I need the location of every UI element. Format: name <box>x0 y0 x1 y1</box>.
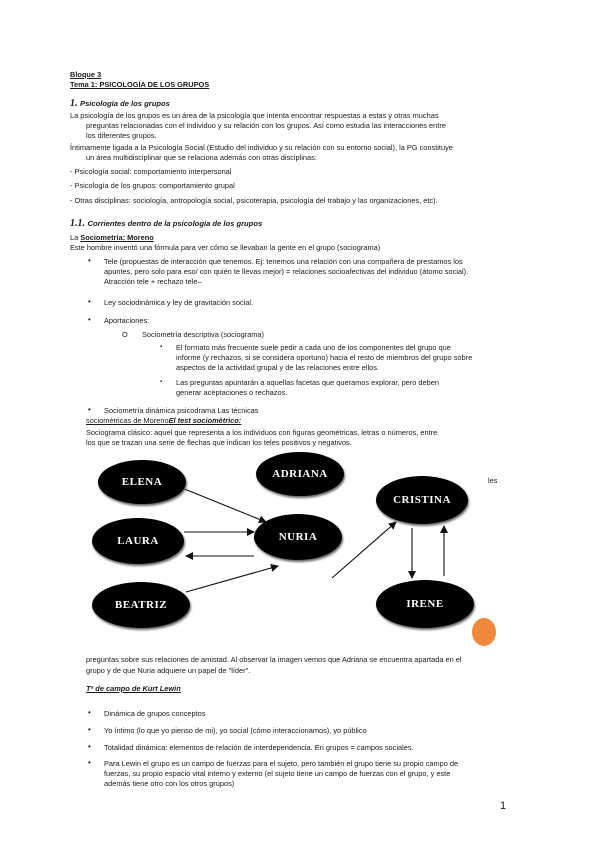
moreno-intro: Este hombre inventó una fórmula para ver cómo se llevaban la gente en el grupo (sociograma) <box>70 243 381 252</box>
stray-text: les <box>488 476 498 485</box>
sociograma-line2: los que se trazan una serie de flechas que indican los teles positivos y negativos. <box>86 438 352 447</box>
lewin-item: Yo íntimo (lo que yo pienso de mi), yo social (cómo interaccionamos), yo público <box>104 726 367 735</box>
section-1-number: 1. <box>70 98 78 109</box>
formato-line2: informe (y rechazos, si se considera oportuno) hacia el resto de miembros del grupo sobre <box>176 353 473 362</box>
bullet-dot: • <box>88 708 91 717</box>
aportaciones-label: Aportaciones: <box>104 316 150 325</box>
node-adriana: ADRIANA <box>256 452 344 496</box>
node-elena: ELENA <box>98 460 186 504</box>
para1-line1: La psicología de los grupos es un área de la psicología que intenta encontrar respuestas a estas y otras muchas <box>70 111 439 120</box>
arrow-elena-to-nuria <box>182 488 266 522</box>
block-label: Bloque 3 <box>70 70 102 79</box>
preguntas-line2: generar aceptaciones o rechazos. <box>176 388 288 397</box>
formato-line3: aspectos de la actividad grupal y de las relaciones entre ellos. <box>176 363 379 372</box>
arrow-nuria-to-cristina <box>332 522 396 578</box>
sociometria-moreno-link: Sociometría: Moreno <box>80 233 154 242</box>
lewin-item: Totalidad dinámica: elementos de relación de interdependencia. En grupos = campos sociales. <box>104 743 414 752</box>
section-1-1-title: Corrientes dentro de la psicología de los grupos <box>87 219 263 228</box>
lewin-item-line3: además tiene otro con los otros grupos) <box>104 779 235 788</box>
para2-line1: Íntimamente ligada a la Psicología Social (Estudio del individuo y su relación con su entorno social), la PG constituye <box>70 143 453 152</box>
section-1-1-number: 1.1. <box>70 218 85 229</box>
orange-decoration <box>472 618 496 646</box>
lewin-title: Tª de campo de Kurt Lewin <box>86 684 181 693</box>
arrow-beatriz-to-nuria <box>186 566 278 592</box>
sociometria-descriptiva: Sociometría descriptiva (sociograma) <box>142 330 264 339</box>
node-beatriz: BEATRIZ <box>92 582 190 628</box>
discipline-item: - Psicología social: comportamiento interpersonal <box>70 167 232 176</box>
node-cristina: CRISTINA <box>376 476 468 524</box>
test-sociometrico-heading: sociométricas de MorenoEl test sociométrico: <box>86 416 242 425</box>
bullet-dot: • <box>88 742 91 751</box>
page-number: 1 <box>500 800 507 812</box>
lewin-item-line2: fuerzas, su propio espacio vital interno y externo (el sujeto tiene un campo de fuerzas con el grupo, y este <box>104 769 451 778</box>
sociograma-line1: Sociograma clásico: aquel que representa a los individuos con figuras geométricas, letras o números, entre <box>86 428 438 437</box>
para1-line2: preguntas relacionadas con el individuo y su relación con los grupos. Así como estudia las interacciones entre <box>86 121 446 130</box>
node-irene: IRENE <box>376 580 474 628</box>
discipline-item: - Otras disciplinas: sociología, antropología social, psicoterapia, psicología del trabajo y las organizaciones, etc). <box>70 196 438 205</box>
para2-line2: un área multidisciplinar que se relaciona además con otras disciplinas: <box>86 153 317 162</box>
bullet-dot: • <box>88 297 91 306</box>
tele-line2: apuntes, pero solo para eso/ con quién te llevas mejor) = relaciones socioafectivas del individuo (átomo social). <box>104 267 469 276</box>
sociometria-dinamica: Sociometría dinámica psicodrama Las técnicas <box>104 406 259 415</box>
node-laura: LAURA <box>92 518 184 564</box>
node-nuria: NURIA <box>254 514 342 560</box>
para1-line3: los diferentes grupos. <box>86 131 157 140</box>
bullet-dot: • <box>88 315 91 324</box>
topic-title: Tema 1: PSICOLOGÍA DE LOS GRUPOS <box>70 80 210 89</box>
bullet-dot: • <box>88 405 91 414</box>
section-1-title: Psicología de los grupos <box>80 99 170 108</box>
tele-line1: Tele (propuestas de interacción que tenemos. Ej: tenemos una relación con una compañera de prestamos los <box>104 257 463 266</box>
square-bullet: ▪ <box>160 379 163 385</box>
discipline-item: - Psicología de los grupos: comportamiento grupal <box>70 181 235 190</box>
preguntas-line1: Las preguntas apuntarán a aquellas facetas que queramos explorar, pero deben <box>176 378 439 387</box>
observacion-line1: preguntas sobre sus relaciones de amistad. Al observar la imagen vemos que Adriana se encuentra apartada en el <box>86 655 462 664</box>
bullet-dot: • <box>88 256 91 265</box>
sub-bullet-o: O <box>122 330 128 339</box>
bullet-dot: • <box>88 725 91 734</box>
lewin-item: Dinámica de grupos conceptos <box>104 709 206 718</box>
lewin-item-line1: Para Lewin el grupo es un campo de fuerzas para el sujeto, pero también el grupo tiene su propio campo de <box>104 759 459 768</box>
observacion-line2: grupo y de que Nuria adquiere un papel de "líder". <box>86 666 251 675</box>
ley-sociodinamica: Ley sociodinámica y ley de gravitación social. <box>104 298 254 307</box>
square-bullet: ▪ <box>160 344 163 350</box>
moreno-subheading: La Sociometría: Moreno <box>70 233 154 242</box>
bullet-dot: • <box>88 758 91 767</box>
tele-line3: Atracción tele + rechazo tele– <box>104 277 202 286</box>
formato-line1: El formato más frecuente suele pedir a cada uno de los componentes del grupo que <box>176 343 451 352</box>
